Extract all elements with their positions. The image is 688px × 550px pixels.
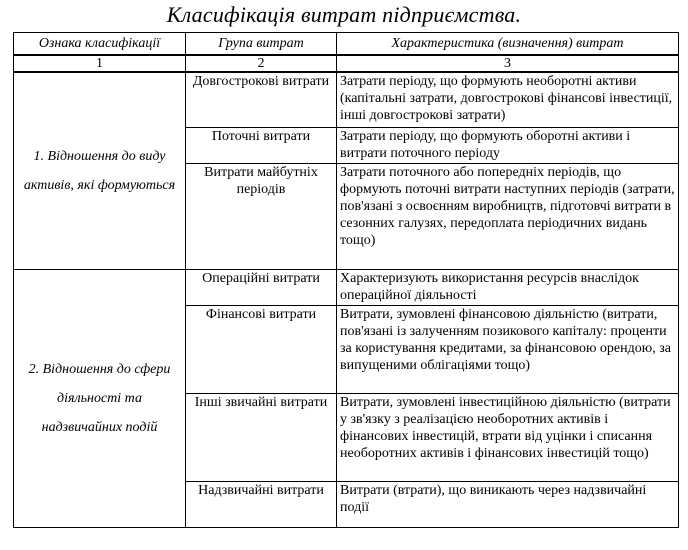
cost-description-cell: Затрати поточного або попередніх періодів, що формують поточні витрати наступних періодів (затрати, пов'язані з освоєнням виробництв, підготовчі витрати в сезонних галузях, передоплата періодичних видань тощо) — [337, 163, 679, 269]
cost-description-cell: Витрати, зумовлені інвестиційною діяльністю (витрати у зв'язку з реалізацією необоротних активів і фінансових інвестицій, втрати від уцінки і списання необоротних активів і фінансових інвестицій тощо) — [337, 393, 679, 481]
cost-description-cell: Витрати (втрати), що виникають через надзвичайні події — [337, 481, 679, 527]
cost-description-cell: Витрати, зумовлені фінансовою діяльністю (витрати, пов'язані із залученням позикового капіталу: проценти за користування кредитами, за фінансовою орендою, за випущеними облігаціями тощо) — [337, 305, 679, 393]
classification-sign-cell: 2. Відношення до сфери діяльності та надзвичайних подій — [14, 269, 186, 527]
cost-group-cell: Фінансові витрати — [186, 305, 337, 393]
cost-group-cell: Поточні витрати — [186, 127, 337, 163]
column-number-3: 3 — [337, 55, 679, 72]
header-row — [14, 33, 679, 56]
cost-description-cell: Характеризують використання ресурсів внаслідок операційної діяльності — [337, 269, 679, 305]
cost-description-cell: Затрати періоду, що формують необоротні активи (капітальні затрати, довгострокові фінансові інвестиції, інші довгострокові затрати) — [337, 72, 679, 127]
cost-group-cell: Витрати майбутніх періодів — [186, 163, 337, 269]
column-number-2: 2 — [186, 55, 337, 72]
cost-group-cell: Надзвичайні витрати — [186, 481, 337, 527]
header-cost-group: Група витрат — [186, 33, 337, 56]
cost-group-cell: Інші звичайні витрати — [186, 393, 337, 481]
cost-description-cell: Затрати періоду, що формують оборотні активи і витрати поточного періоду — [337, 127, 679, 163]
classification-sign-cell: 1. Відношення до виду активів, які формуються — [14, 72, 186, 269]
page-title: Класифікація витрат підприємства. — [166, 2, 522, 27]
header-cost-description: Характеристика (визначення) витрат — [337, 33, 679, 56]
cost-group-cell: Операційні витрати — [186, 269, 337, 305]
column-number-1: 1 — [14, 55, 186, 72]
cost-group-cell: Довгострокові витрати — [186, 72, 337, 127]
header-classification-sign: Ознака класифікації — [14, 33, 186, 56]
column-number-row — [14, 55, 679, 72]
table-row — [14, 269, 679, 305]
classification-table — [13, 32, 679, 528]
table-row — [14, 72, 679, 127]
